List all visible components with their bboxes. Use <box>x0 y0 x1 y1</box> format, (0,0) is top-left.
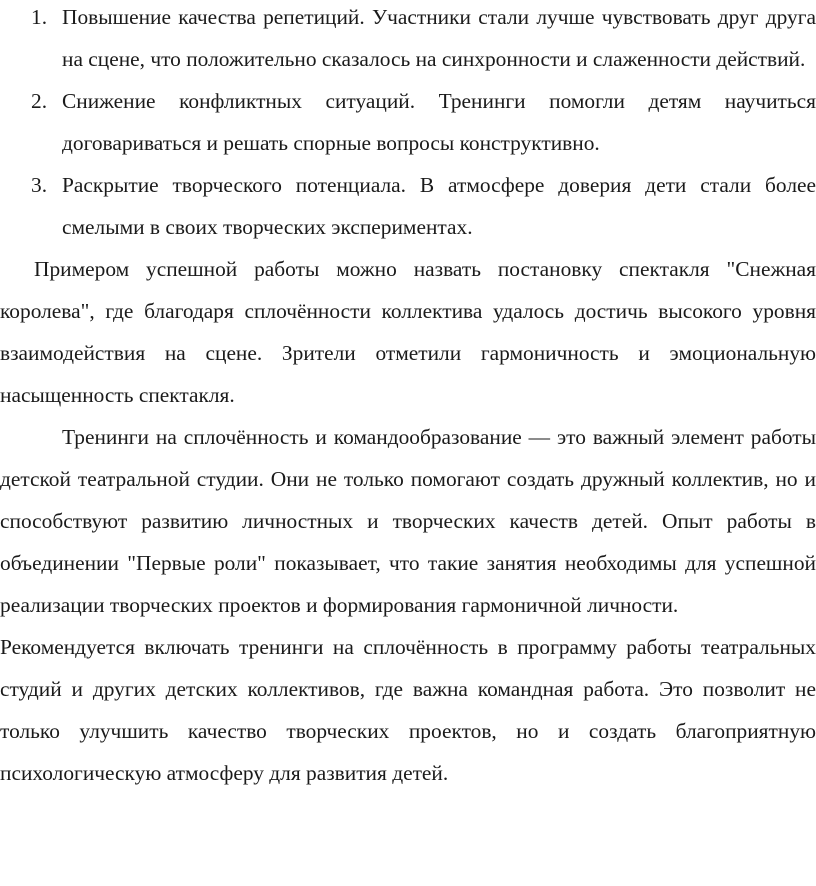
conclusion-paragraph: Тренинги на сплочённость и командообразование — это важный элемент работы детской театральной студии. Они не только помогают создать дружный коллектив, но и способствуют развитию личностных и творческих качеств детей. Опыт работы в объединении "Первые роли" показывает, что такие занятия необходимы для успешной реализации творческих проектов и формирования гармоничной личности. <box>0 425 816 617</box>
list-item <box>0 164 816 248</box>
results-list <box>0 0 816 248</box>
example-paragraph: Примером успешной работы можно назвать постановку спектакля "Снежная королева", где благодаря сплочённости коллектива удалось достичь высокого уровня взаимодействия на сцене. Зрители отметили гармоничность и эмоциональную насыщенность спектакля. <box>0 257 816 407</box>
list-item-number: 2. <box>31 89 48 113</box>
list-item-text: Снижение конфликтных ситуаций. Тренинги помогли детям научиться договариваться и решать спорные вопросы конструктивно. <box>62 89 816 155</box>
list-item <box>0 80 816 164</box>
list-item-text: Раскрытие творческого потенциала. В атмосфере доверия дети стали более смелыми в своих творческих экспериментах. <box>62 173 816 239</box>
list-item <box>0 0 816 80</box>
recommendation-paragraph: Рекомендуется включать тренинги на сплочённость в программу работы театральных студий и других детских коллективов, где важна командная работа. Это позволит не только улучшить качество творческих проектов, но и создать благоприятную психологическую атмосферу для развития детей. <box>0 635 816 785</box>
list-item-number: 3. <box>31 173 48 197</box>
list-item-number: 1. <box>31 5 48 29</box>
list-item-text: Повышение качества репетиций. Участники стали лучше чувствовать друг друга на сцене, что положительно сказалось на синхронности и слаженности действий. <box>62 5 816 71</box>
